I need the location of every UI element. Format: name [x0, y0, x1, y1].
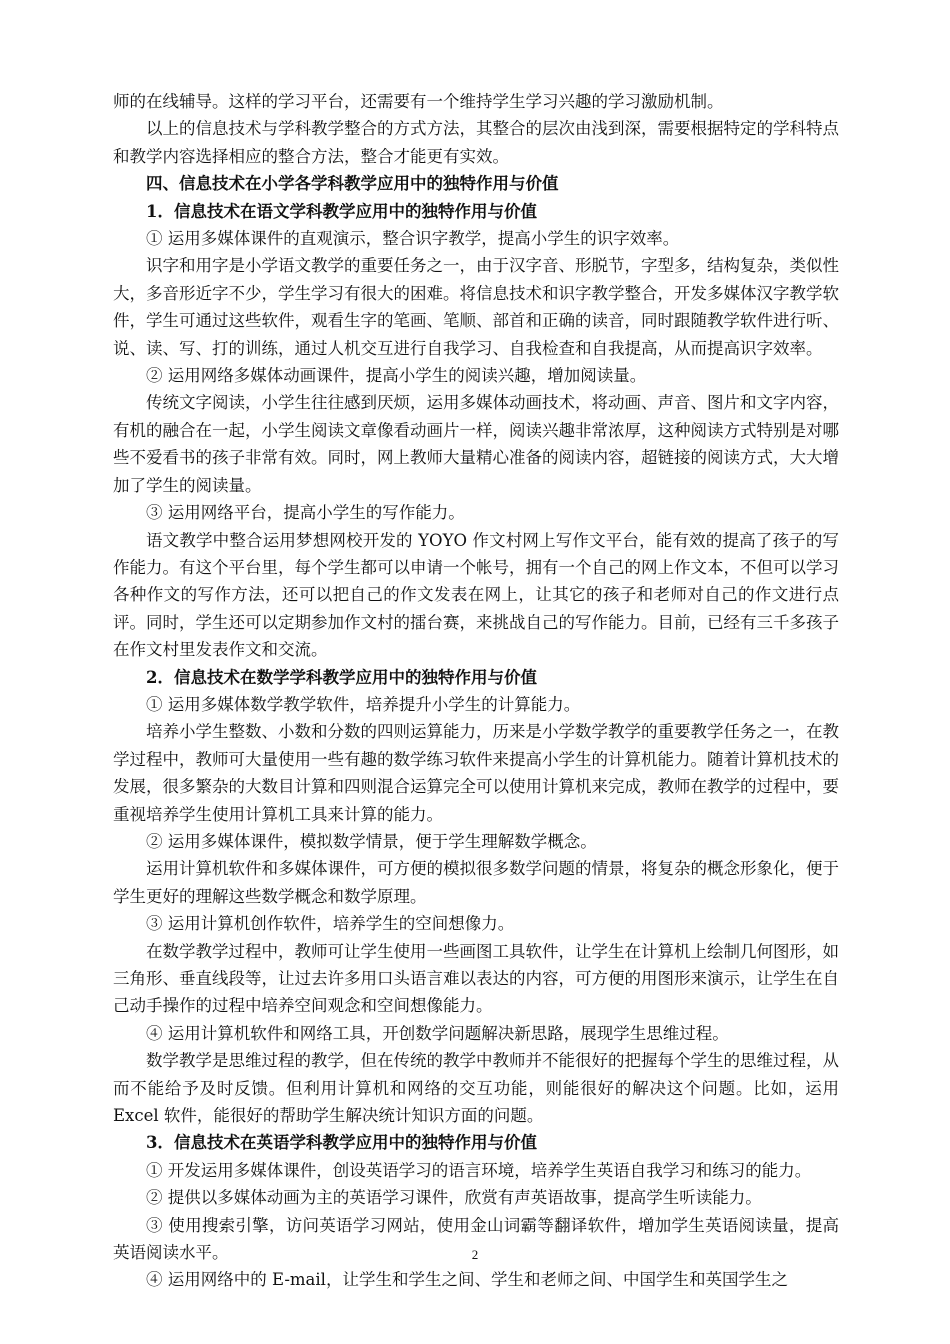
document-body	[113, 88, 839, 1294]
paragraph: ① 运用多媒体课件的直观演示，整合识字教学，提高小学生的识字效率。	[146, 229, 680, 249]
section-heading: 1．信息技术在语文学科教学应用中的独特作用与价值	[146, 201, 537, 221]
paragraph: ③ 运用计算机创作软件，培养学生的空间想像力。	[146, 914, 515, 934]
paragraph: ③ 使用搜索引擎，访问英语学习网站，使用金山词霸等翻译软件，增加学生英语阅读量，提高英语阅读水平。	[113, 1215, 839, 1263]
paragraph: ④ 运用计算机软件和网络工具，开创数学问题解决新思路，展现学生思维过程。	[146, 1023, 729, 1043]
paragraph: ② 运用多媒体课件，模拟数学情景，便于学生理解数学概念。	[146, 831, 597, 851]
paragraph: ① 运用多媒体数学教学软件，培养提升小学生的计算能力。	[146, 694, 581, 714]
paragraph: ③ 运用网络平台，提高小学生的写作能力。	[146, 503, 465, 523]
paragraph: 师的在线辅导。这样的学习平台，还需要有一个维持学生学习兴趣的学习激励机制。	[113, 92, 724, 111]
paragraph: ① 开发运用多媒体课件，创设英语学习的语言环境，培养学生英语自我学习和练习的能力。	[146, 1160, 812, 1180]
paragraph: ② 运用网络多媒体动画课件，提高小学生的阅读兴趣，增加阅读量。	[146, 366, 647, 386]
paragraph: 传统文字阅读，小学生往往感到厌烦，运用多媒体动画技术，将动画、声音、图片和文字内容，有机的融合在一起，小学生阅读文章像看动画片一样，阅读兴趣非常浓厚，这种阅读方式特别是对哪些不爱看书的孩子非常有效。同时，网上教师大量精心准备的阅读内容，超链接的阅读方式，大大增加了学生的阅读量。	[113, 393, 839, 495]
paragraph: 运用计算机软件和多媒体课件，可方便的模拟很多数学问题的情景，将复杂的概念形象化，便于学生更好的理解这些数学概念和数学原理。	[113, 859, 839, 906]
section-heading: 2．信息技术在数学学科教学应用中的独特作用与价值	[146, 667, 537, 687]
section-heading: 四、信息技术在小学各学科教学应用中的独特作用与价值	[146, 174, 559, 194]
paragraph: 识字和用字是小学语文教学的重要任务之一，由于汉字音、形脱节，字型多，结构复杂，类似性大，多音形近字不少，学生学习有很大的困难。将信息技术和识字教学整合，开发多媒体汉字教学软件，学生可通过这些软件，观看生字的笔画、笔顺、部首和正确的读音，同时跟随教学软件进行听、说、读、写、打的训练，通过人机交互进行自我学习、自我检查和自我提高，从而提高识字效率。	[113, 256, 839, 358]
paragraph: 数学教学是思维过程的教学，但在传统的教学中教师并不能很好的把握每个学生的思维过程，从而不能给予及时反馈。但利用计算机和网络的交互功能，则能很好的解决这个问题。比如，运用 Excel 软件，能很好的帮助学生解决统计知识方面的问题。	[113, 1051, 839, 1126]
paragraph: ② 提供以多媒体动画为主的英语学习课件，欣赏有声英语故事，提高学生听读能力。	[146, 1188, 762, 1208]
paragraph: 培养小学生整数、小数和分数的四则运算能力，历来是小学数学教学的重要教学任务之一，在教学过程中，教师可大量使用一些有趣的数学练习软件来提高小学生的计算机能力。随着计算机技术的发展，很多繁杂的大数目计算和四则混合运算完全可以使用计算机来完成，教师在教学的过程中，要重视培养学生使用计算机工具来计算的能力。	[113, 722, 839, 824]
paragraph: 在数学教学过程中，教师可让学生使用一些画图工具软件，让学生在计算机上绘制几何图形，如三角形、垂直线段等，让过去许多用口头语言难以表达的内容，可方便的用图形来演示，让学生在自己动手操作的过程中培养空间观念和空间想像能力。	[113, 941, 839, 1016]
page-number: 2	[471, 1247, 479, 1262]
paragraph: 以上的信息技术与学科教学整合的方式方法，其整合的层次由浅到深，需要根据特定的学科特点和教学内容选择相应的整合方法，整合才能更有实效。	[113, 119, 839, 166]
paragraph: 语文教学中整合运用梦想网校开发的 YOYO 作文村网上写作文平台，能有效的提高了孩子的写作能力。有这个平台里，每个学生都可以申请一个帐号，拥有一个自己的网上作文本，不但可以学习各种作文的写作方法，还可以把自己的作文发表在网上，让其它的孩子和老师对自己的作文进行点评。同时，学生还可以定期参加作文村的擂台赛，来挑战自己的写作能力。目前，已经有三千多孩子在作文村里发表作文和交流。	[113, 530, 839, 660]
paragraph: ④ 运用网络中的 E-mail，让学生和学生之间、学生和老师之间、中国学生和英国学生之	[146, 1270, 788, 1290]
section-heading: 3．信息技术在英语学科教学应用中的独特作用与价值	[146, 1133, 537, 1153]
